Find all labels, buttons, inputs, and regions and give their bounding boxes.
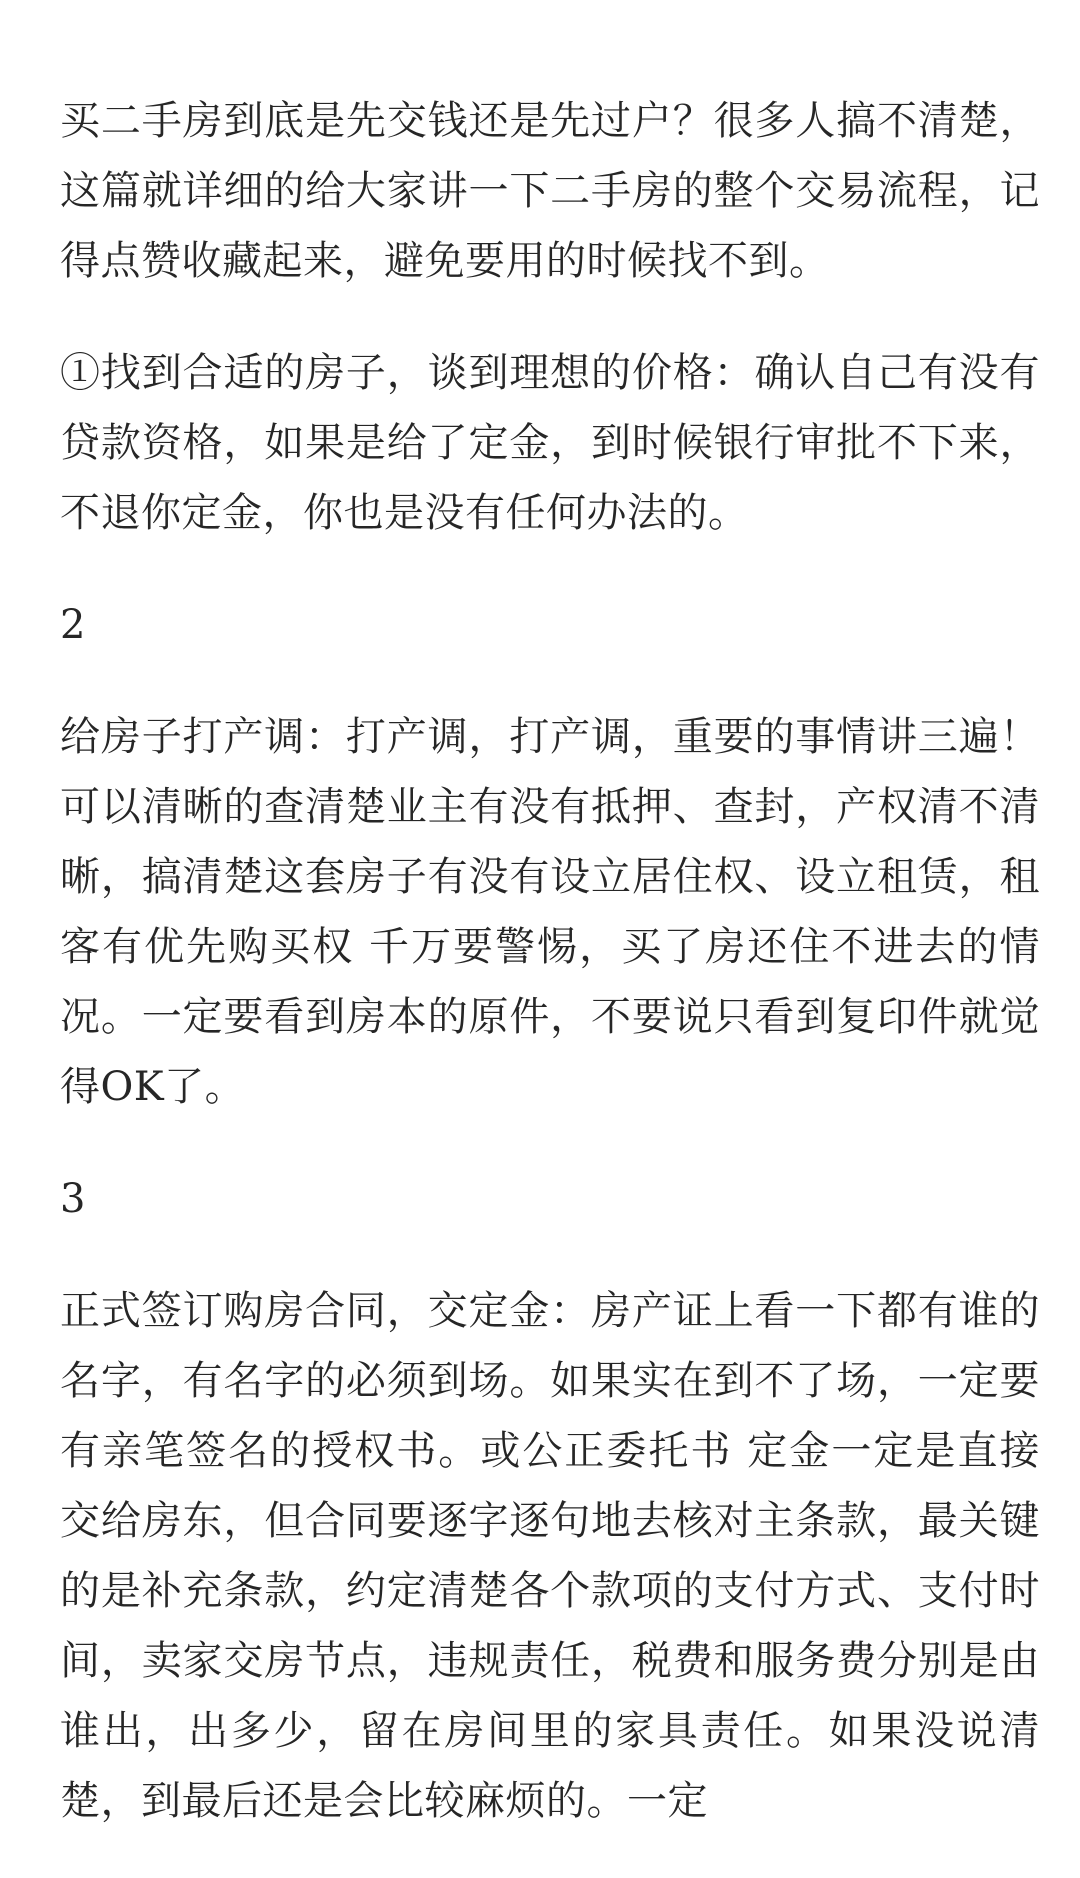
- step-2-paragraph: 给房子打产调：打产调，打产调，重要的事情讲三遍！可以清晰的查清楚业主有没有抵押、查封，产权清不清晰，搞清楚这套房子有没有设立居住权、设立租赁，租客有优先购买权 千万要警惕，买了房还住不进去的情况。一定要看到房本的原件，不要说只看到复印件就觉得OK了。: [60, 714, 1040, 1110]
- step-3-paragraph: 正式签订购房合同，交定金：房产证上看一下都有谁的名字，有名字的必须到场。如果实在到不了场，一定要有亲笔签名的授权书。或公正委托书 定金一定是直接交给房东，但合同要逐字逐句地去核对主条款，最关键的是补充条款，约定清楚各个款项的支付方式、支付时间，卖家交房节点，违规责任，税费和服务费分别是由谁出，出多少，留在房间里的家具责任。如果没说清楚，到最后还是会比较麻烦的。一定: [60, 1288, 1040, 1824]
- step-3-number: 3: [60, 1176, 86, 1222]
- step-1-paragraph: ①找到合适的房子，谈到理想的价格：确认自己有没有贷款资格，如果是给了定金，到时候银行审批不下来，不退你定金，你也是没有任何办法的。: [60, 350, 1040, 536]
- article-body: [60, 86, 1040, 1878]
- intro-paragraph: 买二手房到底是先交钱还是先过户？很多人搞不清楚，这篇就详细的给大家讲一下二手房的整个交易流程，记得点赞收藏起来，避免要用的时候找不到。: [60, 98, 1040, 284]
- step-2-number: 2: [60, 602, 86, 648]
